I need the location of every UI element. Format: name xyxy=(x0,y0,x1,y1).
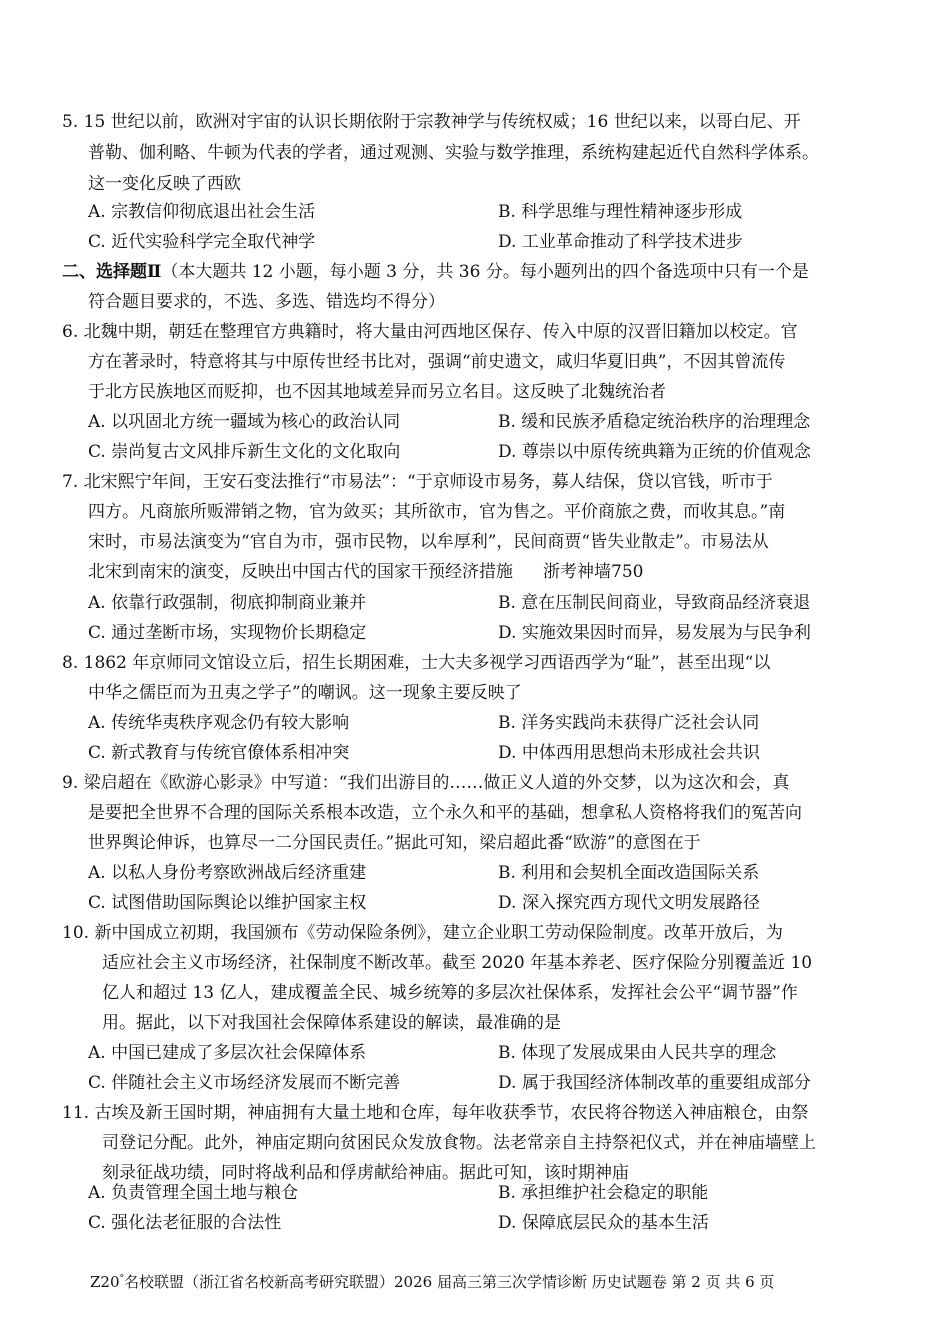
q7-option-c: C. 通过垄断市场，实现物价长期稳定 xyxy=(88,623,367,643)
q9-option-b: B. 利用和会契机全面改造国际关系 xyxy=(498,863,760,883)
section-2-header xyxy=(62,260,809,284)
q5-option-a: A. 宗教信仰彻底退出社会生活 xyxy=(88,202,316,222)
q7-stem-line-3: 宋时，市易法演变为“官自为市，强市民物，以牟厚利”，民间商贾“皆失业散走”。市易法从 xyxy=(88,532,769,552)
q5-stem-line-3: 这一变化反映了西欧 xyxy=(88,174,241,194)
q6-option-d: D. 尊崇以中原传统典籍为正统的价值观念 xyxy=(498,442,811,462)
q11-option-b: B. 承担维护社会稳定的职能 xyxy=(498,1183,709,1203)
q6-stem-line-1: 6. 北魏中期，朝廷在整理官方典籍时，将大量由河西地区保存、传入中原的汉晋旧籍加以校定。官 xyxy=(62,322,798,342)
q9-stem-line-2: 是要把全世界不合理的国际关系根本改造，立个永久和平的基础，想拿私人资格将我们的冤苦向 xyxy=(88,803,802,823)
q8-option-d: D. 中体西用思想尚未形成社会共识 xyxy=(498,743,760,763)
q7-option-b: B. 意在压制民间商业，导致商品经济衰退 xyxy=(498,593,811,613)
q6-option-c: C. 崇尚复古文风排斥新生文化的文化取向 xyxy=(88,442,401,462)
q5-option-c: C. 近代实验科学完全取代神学 xyxy=(88,232,316,252)
q6-stem-line-3: 于北方民族地区而贬抑，也不因其地域差异而另立名目。这反映了北魏统治者 xyxy=(88,382,666,402)
q11-option-a: A. 负责管理全国土地与粮仓 xyxy=(88,1183,299,1203)
q10-option-b: B. 体现了发展成果由人民共享的理念 xyxy=(498,1043,777,1063)
q8-option-c: C. 新式教育与传统官僚体系相冲突 xyxy=(88,743,350,763)
q11-stem-line-3: 刻录征战功绩，同时将战利品和俘虏献给神庙。据此可知，该时期神庙 xyxy=(102,1163,629,1183)
q11-stem-line-2: 司登记分配。此外，神庙定期向贫困民众发放食物。法老常亲自主持祭祀仪式，并在神庙墙壁上 xyxy=(102,1133,816,1153)
q10-stem-line-1: 10. 新中国成立初期，我国颁布《劳动保险条例》，建立企业职工劳动保险制度。改革开放后，为 xyxy=(62,923,783,943)
q9-option-a: A. 以私人身份考察欧洲战后经济重建 xyxy=(88,863,367,883)
q8-option-b: B. 洋务实践尚未获得广泛社会认同 xyxy=(498,713,760,733)
q11-option-d: D. 保障底层民众的基本生活 xyxy=(498,1213,709,1233)
q8-stem-line-1: 8. 1862 年京师同文馆设立后，招生长期困难，士大夫多视学习西语西学为“耻”，甚至出现“以 xyxy=(62,653,771,673)
q10-stem-line-4: 用。据此，以下对我国社会保障体系建设的解读，最准确的是 xyxy=(102,1013,561,1033)
q5-stem-line-2: 普勒、伽利略、牛顿为代表的学者，通过观测、实验与数学推理，系统构建起近代自然科学体系。 xyxy=(88,143,819,163)
q5-option-d: D. 工业革命推动了科学技术进步 xyxy=(498,232,743,252)
q10-option-c: C. 伴随社会主义市场经济发展而不断完善 xyxy=(88,1073,401,1093)
q9-stem-line-3: 世界舆论伸诉，也算尽一二分国民责任。”据此可知，梁启超此番“欧游”的意图在于 xyxy=(88,833,701,853)
page-footer xyxy=(90,1268,774,1293)
q9-option-c: C. 试图借助国际舆论以维护国家主权 xyxy=(88,893,367,913)
q9-stem-line-1: 9. 梁启超在《欧游心影录》中写道：“我们出游目的……做正义人道的外交梦，以为这次和会，真 xyxy=(62,773,790,793)
q7-stem-line-2: 四方。凡商旅所贩滞销之物，官为敛买；其所欲市，官为售之。平价商旅之费，而收其息。”南 xyxy=(88,502,786,522)
q11-option-c: C. 强化法老征服的合法性 xyxy=(88,1213,282,1233)
q10-option-d: D. 属于我国经济体制改革的重要组成部分 xyxy=(498,1073,811,1093)
q11-stem-line-1: 11. 古埃及新王国时期，神庙拥有大量土地和仓库，每年收获季节，农民将谷物送入神庙粮仓，由祭 xyxy=(62,1103,809,1123)
q7-stem-line-1: 7. 北宋熙宁年间，王安石变法推行“市易法”：“于京师设市易务，募人结保，贷以官钱，听市于 xyxy=(62,472,773,492)
q6-stem-line-2: 方在著录时，特意将其与中原传世经书比对，强调“前史遗文，咸归华夏旧典”，不因其曾流传 xyxy=(88,352,786,372)
section-2-description-cont: 符合题目要求的，不选、多选、错选均不得分） xyxy=(88,292,445,312)
q6-option-b: B. 缓和民族矛盾稳定统治秩序的治理理念 xyxy=(498,412,811,432)
q5-stem-line-1: 5. 15 世纪以前，欧洲对宇宙的认识长期依附于宗教神学与传统权威；16 世纪以来，以哥白尼、开 xyxy=(62,112,801,132)
footer-prefix: Z20 xyxy=(90,1273,120,1291)
q10-option-a: A. 中国已建成了多层次社会保障体系 xyxy=(88,1043,367,1063)
footer-text: 名校联盟（浙江省名校新高考研究联盟）2026 届高三第三次学情诊断 历史试题卷 第 2 页 共 6 页 xyxy=(124,1273,775,1291)
footer-mark: ° xyxy=(119,1274,125,1284)
q5-option-b: B. 科学思维与理性精神逐步形成 xyxy=(498,202,743,222)
q7-option-a: A. 依靠行政强制，彻底抑制商业兼并 xyxy=(88,593,367,613)
q9-option-d: D. 深入探究西方现代文明发展路径 xyxy=(498,893,760,913)
q7-stem-line-4-text: 北宋到南宋的演变，反映出中国古代的国家干预经济措施 xyxy=(88,562,513,582)
q6-option-a: A. 以巩固北方统一疆域为核心的政治认同 xyxy=(88,412,401,432)
q8-option-a: A. 传统华夷秩序观念仍有较大影响 xyxy=(88,713,350,733)
q7-option-d: D. 实施效果因时而异，易发展为与民争利 xyxy=(498,623,811,643)
section-2-title: 二、选择题Ⅱ xyxy=(62,262,162,282)
q10-stem-line-3: 亿人和超过 13 亿人，建成覆盖全民、城乡统筹的多层次社保体系，发挥社会公平“调节器”作 xyxy=(102,983,798,1003)
q8-stem-line-2: 中华之儒臣而为丑夷之学子”的嘲讽。这一现象主要反映了 xyxy=(88,683,522,703)
q7-watermark: 浙考神墙750 xyxy=(543,562,644,582)
q10-stem-line-2: 适应社会主义市场经济，社保制度不断改革。截至 2020 年基本养老、医疗保险分别覆盖近 10 xyxy=(102,953,813,973)
section-2-description: （本大题共 12 小题，每小题 3 分，共 36 分。每小题列出的四个备选项中只有一个是 xyxy=(161,262,809,282)
q7-stem-line-4 xyxy=(88,560,643,584)
